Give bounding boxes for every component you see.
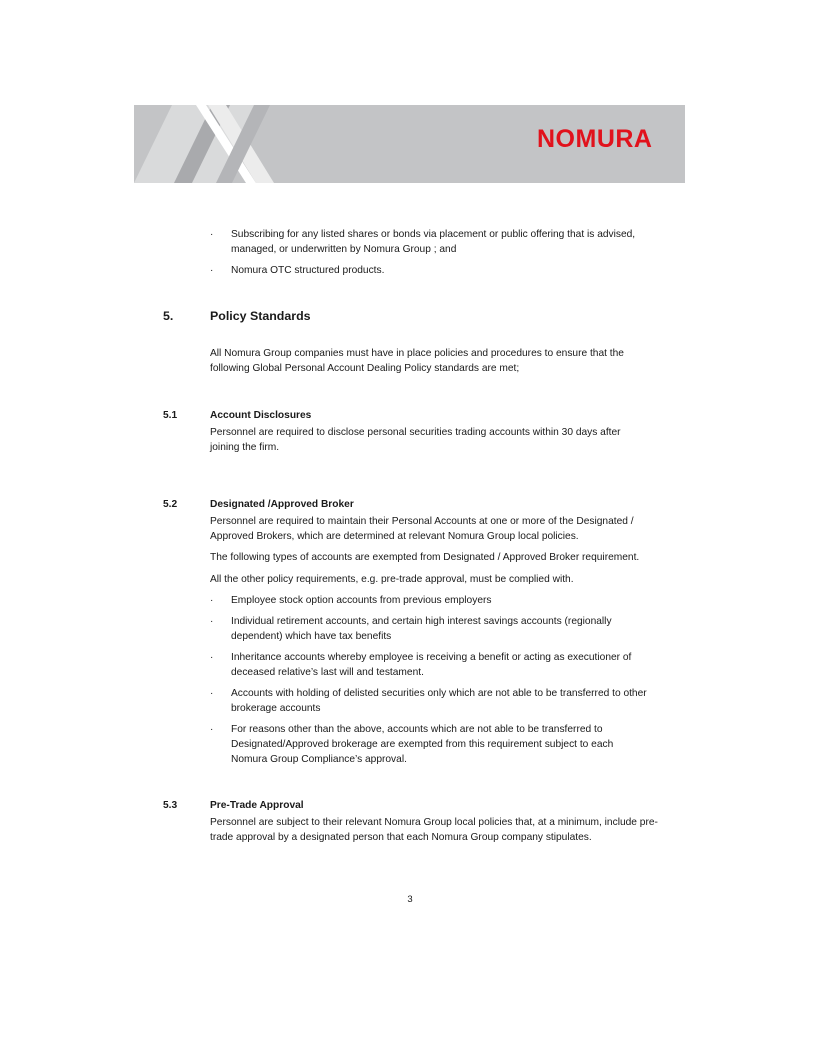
intro-bullet-2: Nomura OTC structured products. — [231, 265, 385, 276]
exempt-bullet-2-line-2: dependent) which have tax benefits — [231, 631, 392, 642]
page-number: 3 — [407, 894, 413, 905]
section-5-intro-line-1: All Nomura Group companies must have in place policies and procedures to ensure that the — [210, 348, 624, 359]
section-5-2-p2: The following types of accounts are exempted from Designated / Approved Broker requirement. — [210, 552, 640, 563]
intro-bullet-1-line-1: Subscribing for any listed shares or bonds via placement or public offering that is advised, — [231, 229, 636, 240]
bullet-marker: · — [210, 652, 214, 663]
section-5-title: Policy Standards — [210, 309, 311, 323]
exempt-bullet-1: Employee stock option accounts from previous employers — [231, 595, 492, 606]
section-5-number: 5. — [163, 309, 174, 323]
exempt-bullet-3-line-1: Inheritance accounts whereby employee is receiving a benefit or acting as executioner of — [231, 652, 632, 663]
exempt-bullet-5-line-2: Designated/Approved brokerage are exempted from this requirement subject to each — [231, 739, 614, 750]
section-5-1-line-1: Personnel are required to disclose personal securities trading accounts within 30 days after — [210, 427, 621, 438]
section-5-2-p1-line-2: Approved Brokers, which are determined at relevant Nomura Group local policies. — [210, 531, 579, 542]
intro-bullet-1-line-2: managed, or underwritten by Nomura Group ; and — [231, 244, 457, 255]
nomura-logo: NOMURA — [537, 125, 653, 153]
section-5-3-line-2: trade approval by a designated person that each Nomura Group company stipulates. — [210, 832, 592, 843]
section-5-1-number: 5.1 — [163, 410, 178, 421]
exempt-bullet-4-line-2: brokerage accounts — [231, 703, 321, 714]
bullet-marker: · — [210, 724, 214, 735]
bullet-marker: · — [210, 595, 214, 606]
exempt-bullet-4-line-1: Accounts with holding of delisted securities only which are not able to be transferred to other — [231, 688, 647, 699]
bullet-marker: · — [210, 688, 214, 699]
bullet-marker: · — [210, 265, 214, 276]
section-5-1-line-2: joining the firm. — [210, 442, 280, 453]
section-5-intro-line-2: following Global Personal Account Dealing Policy standards are met; — [210, 363, 520, 374]
section-5-3-title: Pre-Trade Approval — [210, 800, 304, 811]
bullet-marker: · — [210, 616, 214, 627]
bullet-marker: · — [210, 229, 214, 240]
exempt-bullet-5-line-1: For reasons other than the above, accounts which are not able to be transferred to — [231, 724, 603, 735]
section-5-2-p1-line-1: Personnel are required to maintain their Personal Accounts at one or more of the Designated / — [210, 516, 634, 527]
section-5-1-title: Account Disclosures — [210, 410, 312, 421]
section-5-2-number: 5.2 — [163, 499, 178, 510]
section-5-2-p3: All the other policy requirements, e.g. pre-trade approval, must be complied with. — [210, 574, 574, 585]
exempt-bullet-2-line-1: Individual retirement accounts, and certain high interest savings accounts (regionally — [231, 616, 612, 627]
exempt-bullet-3-line-2: deceased relative’s last will and testament. — [231, 667, 424, 678]
exempt-bullet-5-line-3: Nomura Group Compliance’s approval. — [231, 754, 407, 765]
section-5-2-title: Designated /Approved Broker — [210, 499, 354, 510]
section-5-3-number: 5.3 — [163, 800, 178, 811]
section-5-3-line-1: Personnel are subject to their relevant Nomura Group local policies that, at a minimum, include pre- — [210, 817, 658, 828]
